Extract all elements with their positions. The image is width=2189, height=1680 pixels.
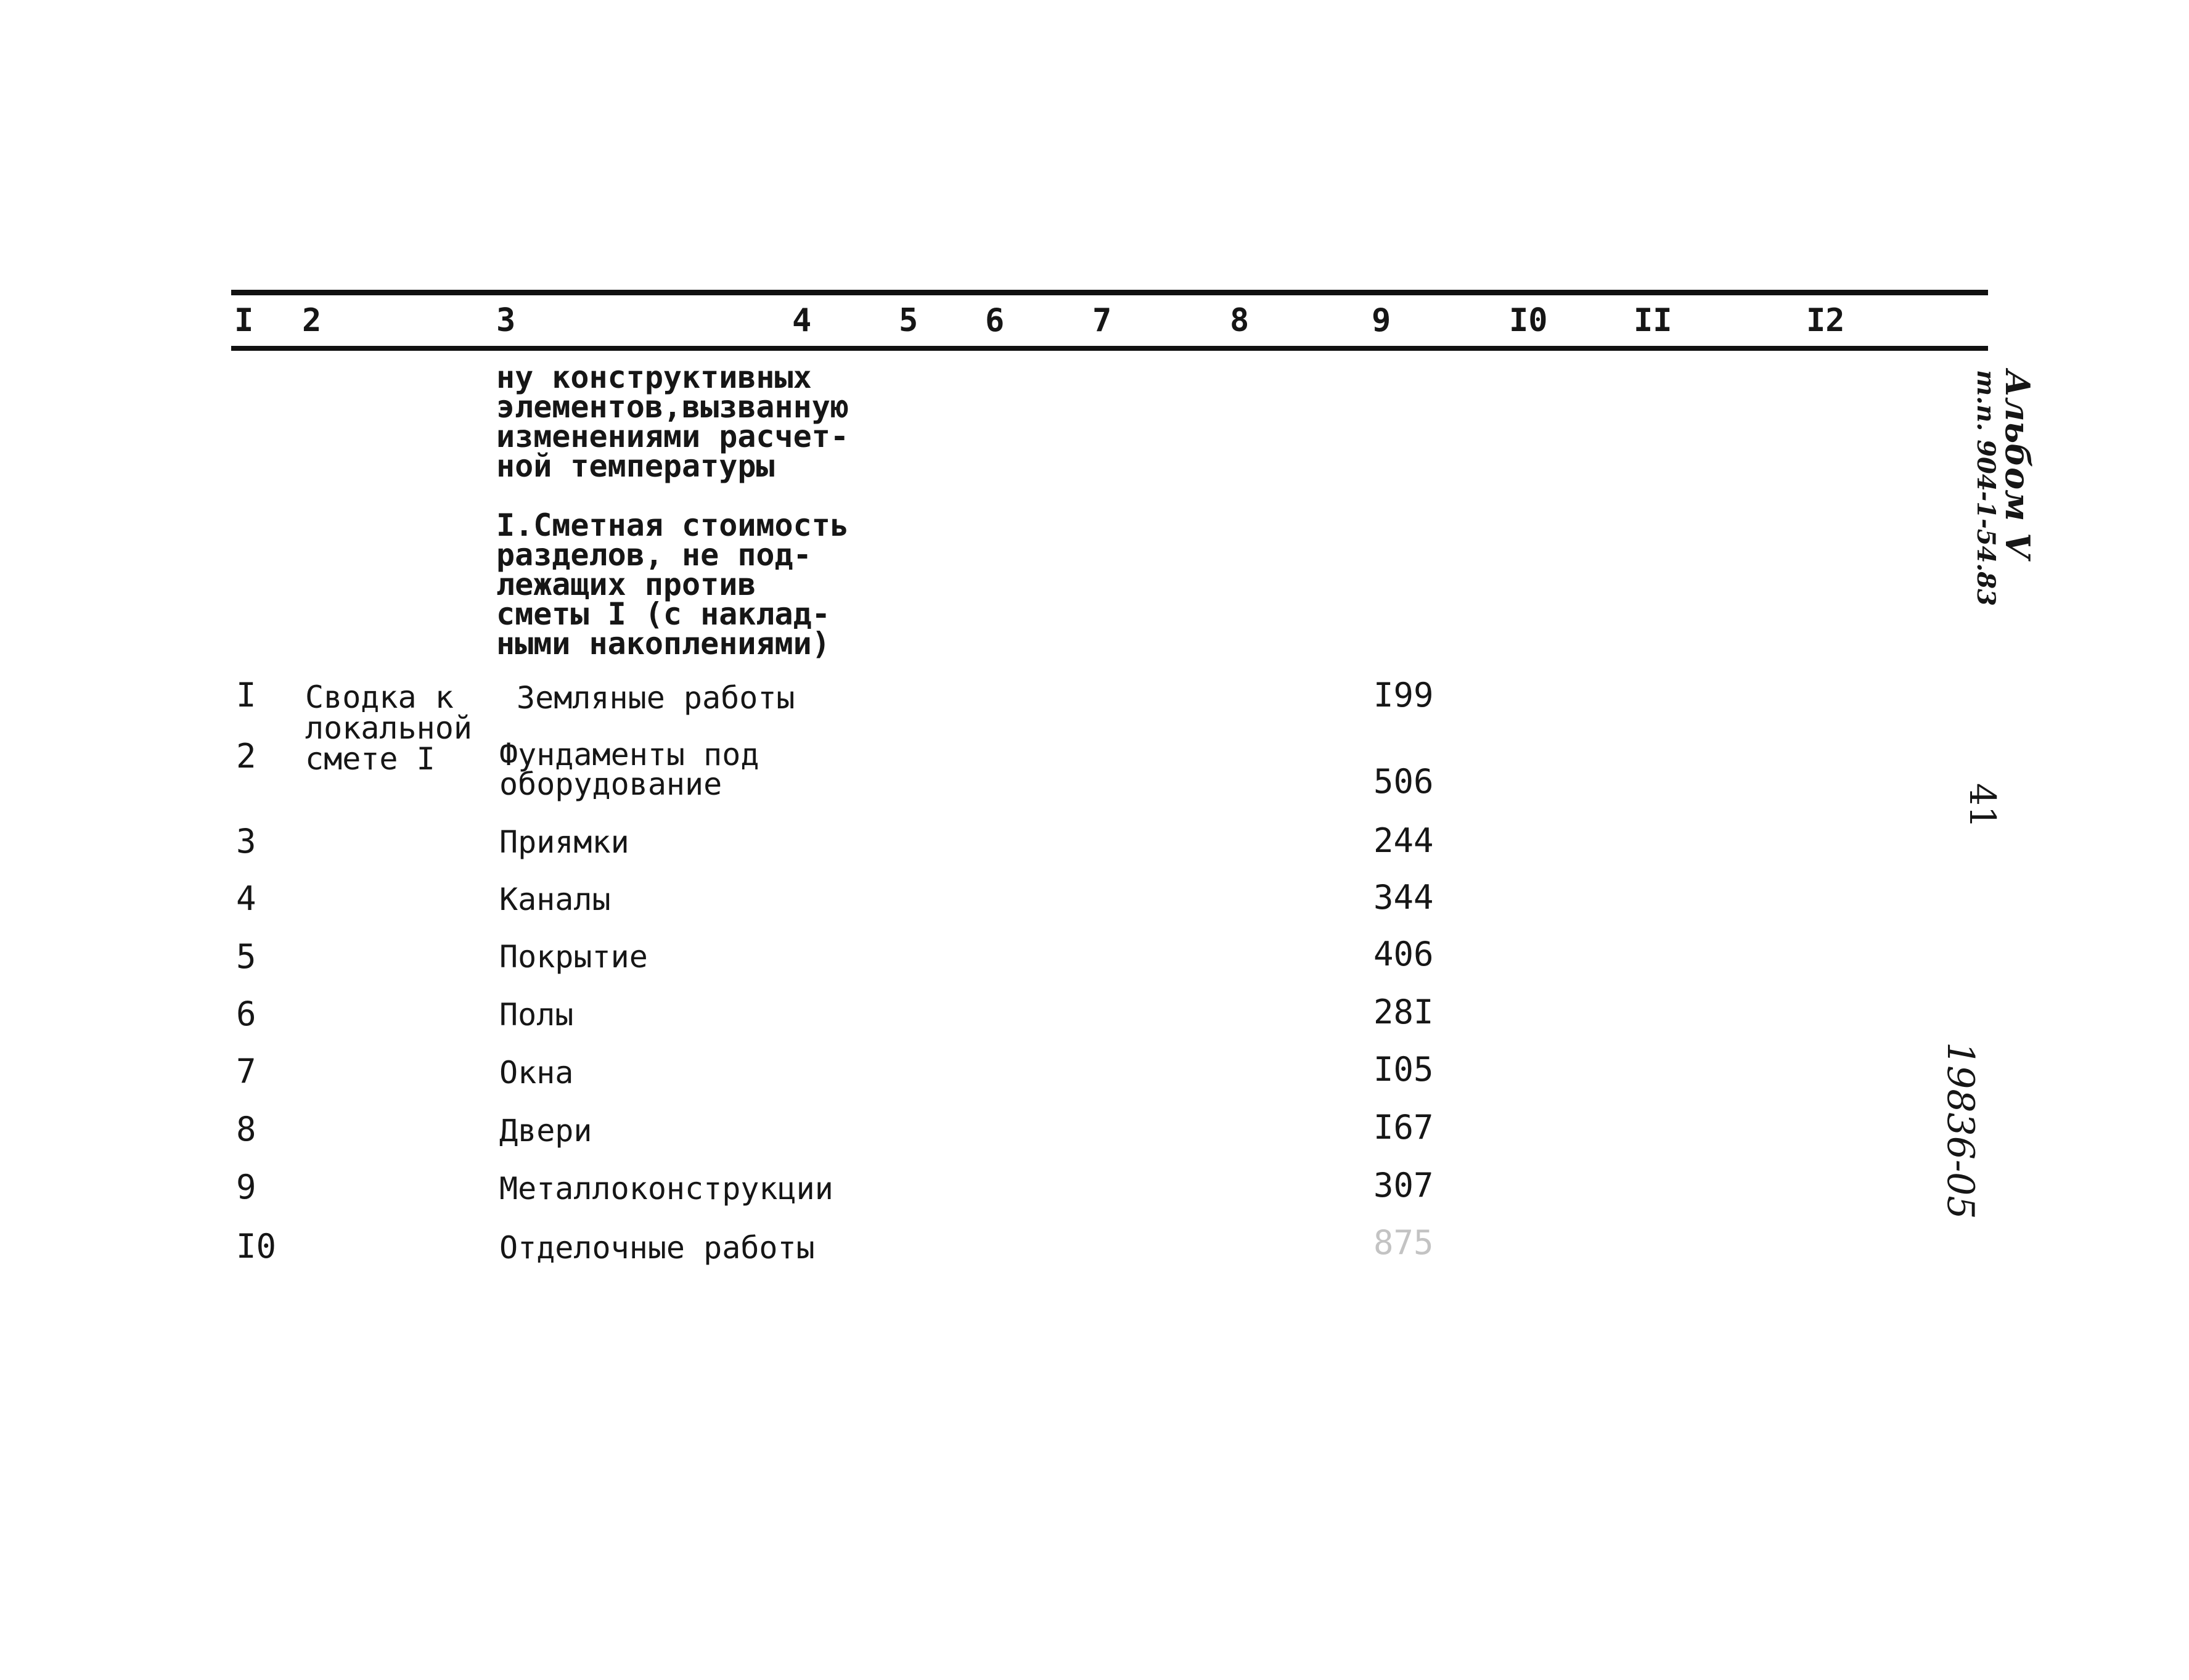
column-header-5: 5 <box>899 302 919 339</box>
column-header-4: 4 <box>792 302 812 339</box>
album-stamp <box>1970 370 2044 606</box>
row-number: I0 <box>236 1227 277 1266</box>
row-number: 5 <box>236 937 256 976</box>
row-number: 2 <box>236 737 256 776</box>
row-number: 7 <box>236 1052 256 1091</box>
table-header-rule <box>231 346 1988 351</box>
row-name: Фундаменты под оборудование <box>499 737 759 802</box>
document-code: 19836-05 <box>1939 1042 1982 1219</box>
row-number: 8 <box>236 1110 256 1149</box>
row-name: Металлоконструкции <box>499 1171 833 1207</box>
row-name: Двери <box>499 1113 592 1149</box>
row-name: Покрытие <box>499 939 648 975</box>
row-name: Приямки <box>499 824 629 860</box>
row-name: Земляные работы <box>517 680 795 716</box>
section-heading: I.Сметная стоимость разделов, не под- лежащих против сметы I (с наклад- ными накоплениями) <box>496 507 849 662</box>
column-header-10: I0 <box>1509 302 1548 339</box>
row-value: 307 <box>1373 1166 1434 1205</box>
row-number: 4 <box>236 879 256 918</box>
row-number: 3 <box>236 822 256 861</box>
table-top-rule <box>231 290 1988 295</box>
column-header-6: 6 <box>985 302 1005 339</box>
row-value-faded: 875 <box>1373 1223 1434 1262</box>
column-header-2: 2 <box>302 302 322 339</box>
row-name: Отделочные работы <box>499 1230 815 1266</box>
group-label: Сводка к локальной смете I <box>305 679 472 777</box>
album-project-number: т.п. 904-1-54.83 <box>1971 370 2000 606</box>
album-title: Альбом V <box>1998 370 2037 559</box>
row-value: 344 <box>1373 878 1434 917</box>
column-header-1: I <box>234 302 254 339</box>
page-number: 41 <box>1962 783 2003 829</box>
column-header-12: I2 <box>1806 302 1845 339</box>
row-name: Каналы <box>499 882 611 917</box>
column-header-9: 9 <box>1372 302 1391 339</box>
row-value: I05 <box>1373 1050 1434 1089</box>
row-number: I <box>236 676 256 715</box>
row-number: 6 <box>236 994 256 1033</box>
column-header-3: 3 <box>496 302 516 339</box>
row-value: 244 <box>1373 821 1434 860</box>
row-value: 406 <box>1373 935 1434 973</box>
row-value: 506 <box>1373 762 1434 801</box>
row-value: I99 <box>1373 676 1434 715</box>
column-header-11: II <box>1634 302 1672 339</box>
continuation-text: ну конструктивных элементов,вызванную изменениями расчет- ной температуры <box>496 359 849 484</box>
row-name: Окна <box>499 1055 574 1091</box>
column-header-7: 7 <box>1092 302 1112 339</box>
column-header-8: 8 <box>1230 302 1250 339</box>
row-value: 28I <box>1373 993 1434 1031</box>
row-value: I67 <box>1373 1108 1434 1147</box>
row-number: 9 <box>236 1168 256 1207</box>
row-name: Полы <box>499 997 574 1033</box>
